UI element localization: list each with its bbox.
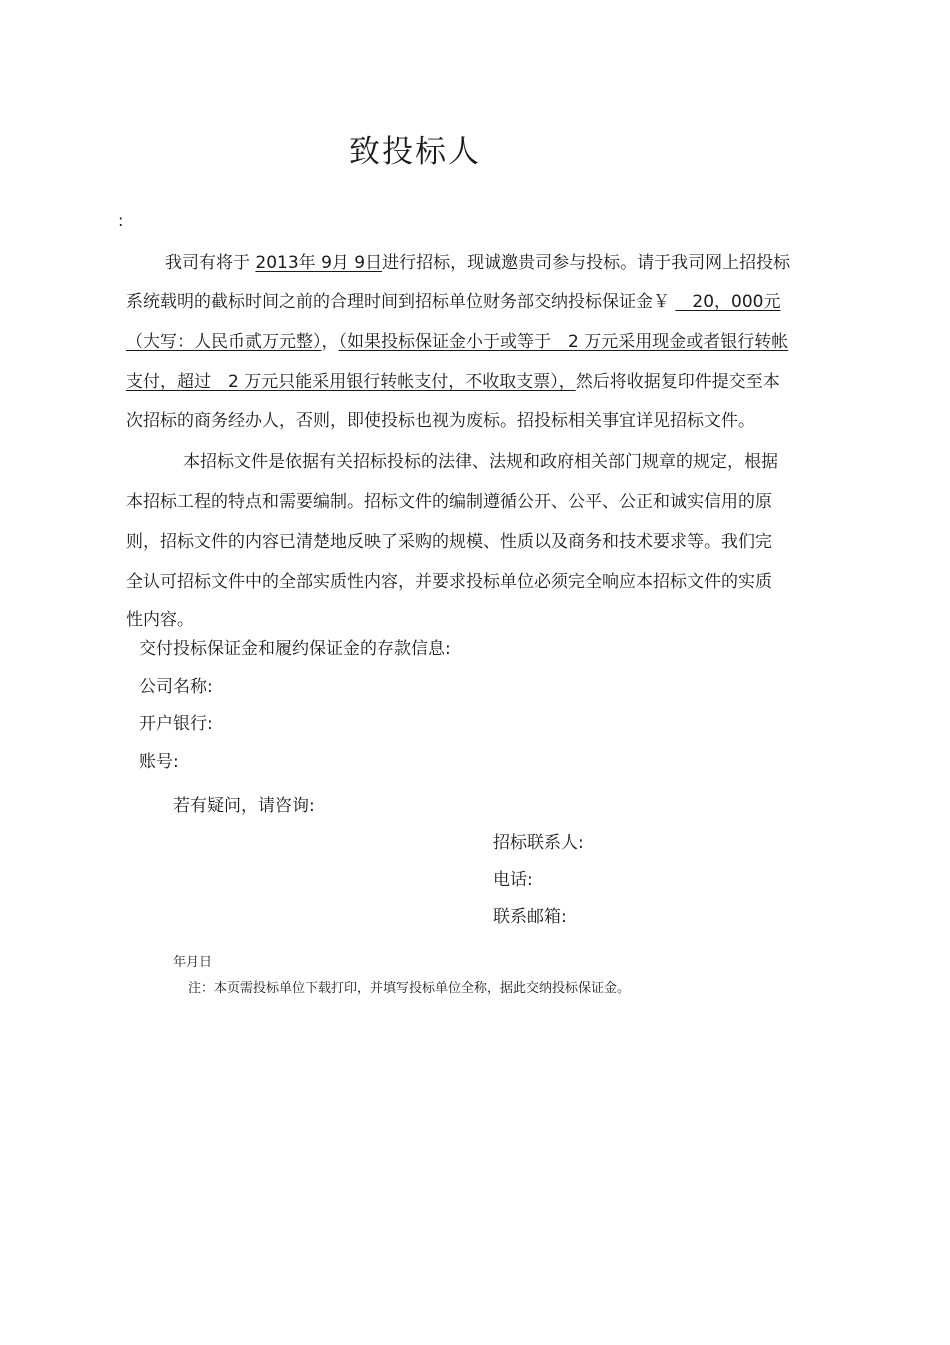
para2-line4: 全认可招标文件中的全部实质性内容，并要求投标单位必须完全响应本招标文件的实质 xyxy=(126,572,772,592)
para1-text: 我司有将于 xyxy=(165,253,256,273)
para2-line2: 本招标工程的特点和需要编制。招标文件的编制遵循公开、公平、公正和诚实信用的原 xyxy=(126,492,772,512)
para2-line1: 本招标文件是依据有关招标投标的法律、法规和政府相关部门规章的规定，根据 xyxy=(183,452,778,472)
company-name-label: 公司名称: xyxy=(139,677,213,697)
deposit-heading: 交付投标保证金和履约保证金的存款信息: xyxy=(139,639,451,659)
payment-rule-cont: 支付，超过 2 万元只能采用银行转帐支付，不收取支票）， xyxy=(126,372,576,392)
deposit-amount: 20，000元 xyxy=(675,292,781,312)
para1-line3 xyxy=(126,331,788,353)
payment-rule: （如果投标保证金小于或等于 2 万元采用现金或者银行转帐 xyxy=(338,332,789,352)
bid-date: 2013年 9月 9日 xyxy=(255,253,383,273)
salutation-colon: : xyxy=(118,211,124,230)
date-line: 年月日 xyxy=(173,955,213,970)
para1-text: 系统载明的截标时间之前的合理时间到招标单位财务部交纳投标保证金￥ xyxy=(126,292,676,312)
phone-label: 电话: xyxy=(493,870,533,890)
contact-person-label: 招标联系人: xyxy=(493,833,584,853)
inquiry-text: 若有疑问，请咨询: xyxy=(173,796,315,816)
bank-label: 开户银行: xyxy=(139,714,213,734)
para2-line5: 性内容。 xyxy=(126,610,194,630)
para2-line3: 则，招标文件的内容已清楚地反映了采购的规模、性质以及商务和技术要求等。我们完 xyxy=(126,532,772,552)
email-label: 联系邮箱: xyxy=(493,907,567,927)
account-label: 账号: xyxy=(139,752,179,772)
amount-in-words: （大写：人民币贰万元整） xyxy=(126,332,322,352)
para1-line2 xyxy=(126,291,781,313)
para1-text: 进行招标，现诚邀贵司参与投标。请于我司网上招投标 xyxy=(382,253,791,273)
page-title: 致投标人 xyxy=(349,134,481,170)
para1-text: ， xyxy=(321,332,339,352)
para1-line4 xyxy=(126,371,780,393)
para1-text: 然后将收据复印件提交至本 xyxy=(575,372,780,392)
para1-line1 xyxy=(165,252,790,274)
footnote: 注：本页需投标单位下载打印，并填写投标单位全称，据此交纳投标保证金。 xyxy=(188,981,631,996)
para1-line5: 次招标的商务经办人，否则，即使投标也视为废标。招投标相关事宜详见招标文件。 xyxy=(126,411,755,431)
